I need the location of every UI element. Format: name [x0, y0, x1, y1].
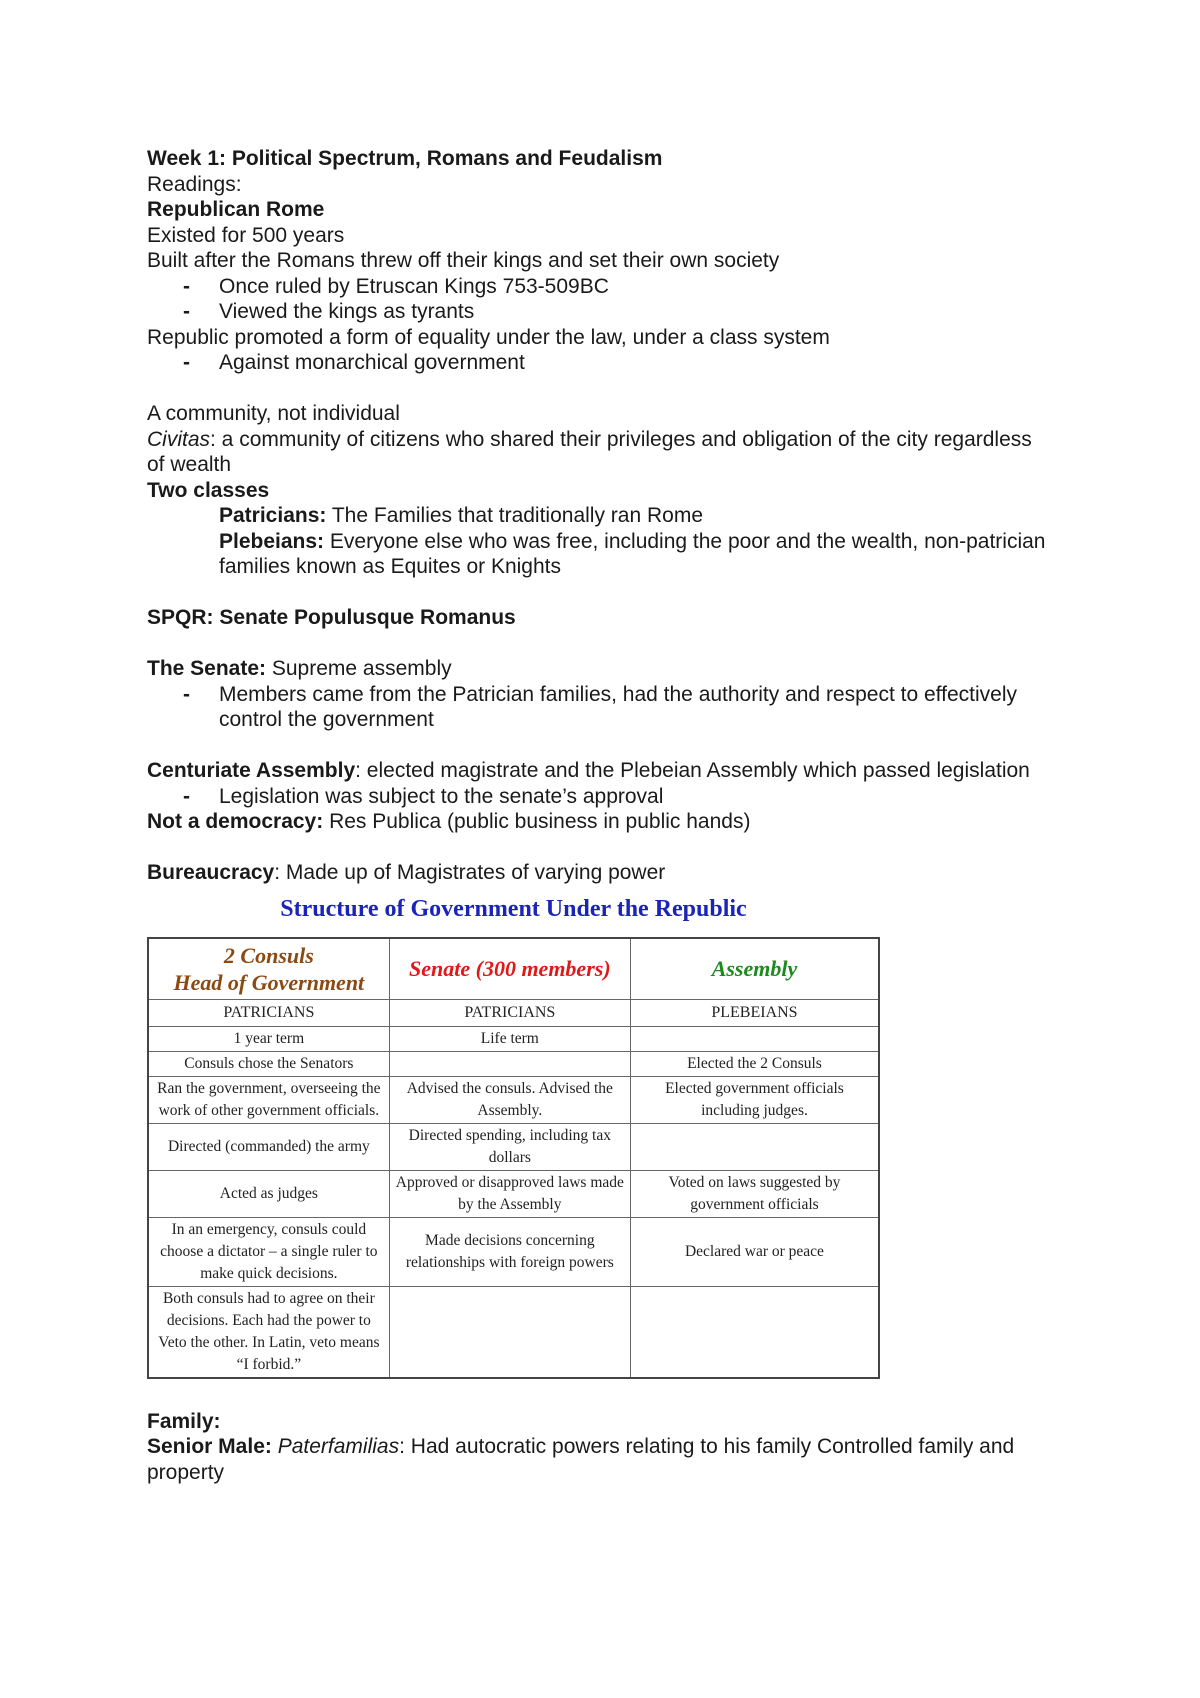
republican-rome-title: Republican Rome — [147, 198, 325, 221]
bullet-text: Members came from the Patrician families, had the authority and respect to effectively control the government — [219, 682, 1017, 731]
table-row — [148, 1217, 879, 1286]
senate-label: The Senate: — [147, 657, 267, 680]
table-cell: Elected government officials including judges. — [630, 1076, 879, 1123]
table-row — [148, 1170, 879, 1217]
header-senate: Senate (300 members) — [389, 938, 630, 1000]
built-text: Built after the Romans threw off their kings and set their own society — [147, 249, 780, 272]
bullet-monarchical — [147, 350, 1047, 376]
bullet-senate-members — [147, 682, 1047, 733]
bullet-legislation — [147, 784, 1047, 810]
bullet-tyrants — [147, 299, 1047, 325]
table-cell: 1 year term — [148, 1026, 389, 1051]
democracy-label: Not a democracy: — [147, 810, 324, 833]
dash-marker: - — [183, 300, 190, 323]
table-cell: Life term — [389, 1026, 630, 1051]
header-consuls-line1: 2 Consuls — [223, 942, 314, 968]
table-row — [148, 1286, 879, 1378]
table-row — [148, 1076, 879, 1123]
senate-line — [147, 656, 1047, 682]
democracy-text: Res Publica (public business in public hands) — [323, 810, 751, 833]
table-header-row — [148, 938, 879, 1000]
senior-male-paragraph — [147, 1434, 1047, 1485]
table-row — [148, 1123, 879, 1170]
government-structure-table — [147, 937, 880, 1379]
table-title: Structure of Government Under the Republic — [280, 895, 747, 922]
centuriate-text: : elected magistrate and the Plebeian Assembly which passed legislation — [355, 759, 1030, 782]
readings-label: Readings: — [147, 172, 242, 196]
plebeians-label: Plebeians: — [219, 529, 325, 553]
dash-marker: - — [183, 682, 190, 706]
civitas-term: Civitas — [147, 427, 211, 451]
democracy-line — [147, 809, 1047, 835]
table-row — [148, 1051, 879, 1076]
dash-marker: - — [183, 274, 190, 298]
bullet-etruscan — [147, 274, 1047, 300]
document-page — [147, 146, 1047, 1485]
table-cell — [630, 1026, 879, 1051]
community-text: A community, not individual — [147, 402, 400, 425]
patricians-text: The Families that traditionally ran Rome — [326, 504, 703, 527]
table-cell: Elected the 2 Consuls — [630, 1051, 879, 1076]
table-cell: Advised the consuls. Advised the Assembly. — [389, 1076, 630, 1123]
table-cell: Voted on laws suggested by government officials — [630, 1170, 879, 1217]
table-cell: PATRICIANS — [389, 999, 630, 1026]
table-cell — [630, 1286, 879, 1378]
table-row — [148, 1026, 879, 1051]
paterfamilias-term: Paterfamilias — [277, 1435, 400, 1458]
senate-text: Supreme assembly — [266, 657, 452, 680]
bureaucracy-line — [147, 860, 1047, 886]
patricians-line — [147, 503, 1047, 529]
civitas-paragraph — [147, 427, 1047, 478]
paterfamilias-text: : Had autocratic powers relating to his family Controlled family and property — [147, 1435, 1015, 1484]
table-cell: Declared war or peace — [630, 1217, 879, 1286]
bullet-text: Against monarchical government — [219, 351, 525, 374]
table-cell — [630, 1123, 879, 1170]
table-cell: Made decisions concerning relationships with foreign powers — [389, 1217, 630, 1286]
patricians-label: Patricians: — [219, 504, 327, 527]
civitas-definition: : a community of citizens who shared their privileges and obligation of the city regardless of wealth — [147, 427, 1032, 476]
table-cell: Acted as judges — [148, 1170, 389, 1217]
bullet-text: Legislation was subject to the senate’s approval — [219, 784, 664, 808]
spqr-heading: SPQR: Senate Populusque Romanus — [147, 606, 516, 629]
table-cell: PLEBEIANS — [630, 999, 879, 1026]
table-cell: In an emergency, consuls could choose a dictator – a single ruler to make quick decisions. — [148, 1217, 389, 1286]
republic-text: Republic promoted a form of equality under the law, under a class system — [147, 325, 830, 349]
bullet-text: Viewed the kings as tyrants — [219, 300, 475, 323]
week-heading: Week 1: Political Spectrum, Romans and Feudalism — [147, 147, 663, 170]
table-cell — [389, 1286, 630, 1378]
table-cell — [389, 1051, 630, 1076]
table-cell: Both consuls had to agree on their decisions. Each had the power to Veto the other. In Latin, veto means “I forbid.” — [148, 1286, 389, 1378]
header-assembly: Assembly — [630, 938, 879, 1000]
bureaucracy-label: Bureaucracy — [147, 861, 275, 884]
table-cell: PATRICIANS — [148, 999, 389, 1026]
existed-text: Existed for 500 years — [147, 223, 345, 247]
centuriate-paragraph — [147, 758, 1047, 784]
bureaucracy-text: : Made up of Magistrates of varying power — [274, 861, 666, 884]
table-cell: Approved or disapproved laws made by the Assembly — [389, 1170, 630, 1217]
table-cell: Directed spending, including tax dollars — [389, 1123, 630, 1170]
plebeians-line — [147, 529, 1047, 580]
header-consuls — [148, 938, 389, 1000]
two-classes-title: Two classes — [147, 478, 270, 502]
table-cell: Consuls chose the Senators — [148, 1051, 389, 1076]
table-class-row — [148, 999, 879, 1026]
centuriate-label: Centuriate Assembly — [147, 759, 356, 782]
bullet-text: Once ruled by Etruscan Kings 753-509BC — [219, 274, 609, 298]
dash-marker: - — [183, 784, 190, 808]
table-cell: Ran the government, overseeing the work of other government officials. — [148, 1076, 389, 1123]
family-title: Family: — [147, 1409, 221, 1433]
dash-marker: - — [183, 351, 190, 374]
header-consuls-line2: Head of Government — [173, 969, 365, 995]
table-cell: Directed (commanded) the army — [148, 1123, 389, 1170]
senior-male-label: Senior Male: — [147, 1435, 272, 1458]
plebeians-text: Everyone else who was free, including the poor and the wealth, non-patrician families known as Equites or Knights — [219, 529, 1046, 578]
